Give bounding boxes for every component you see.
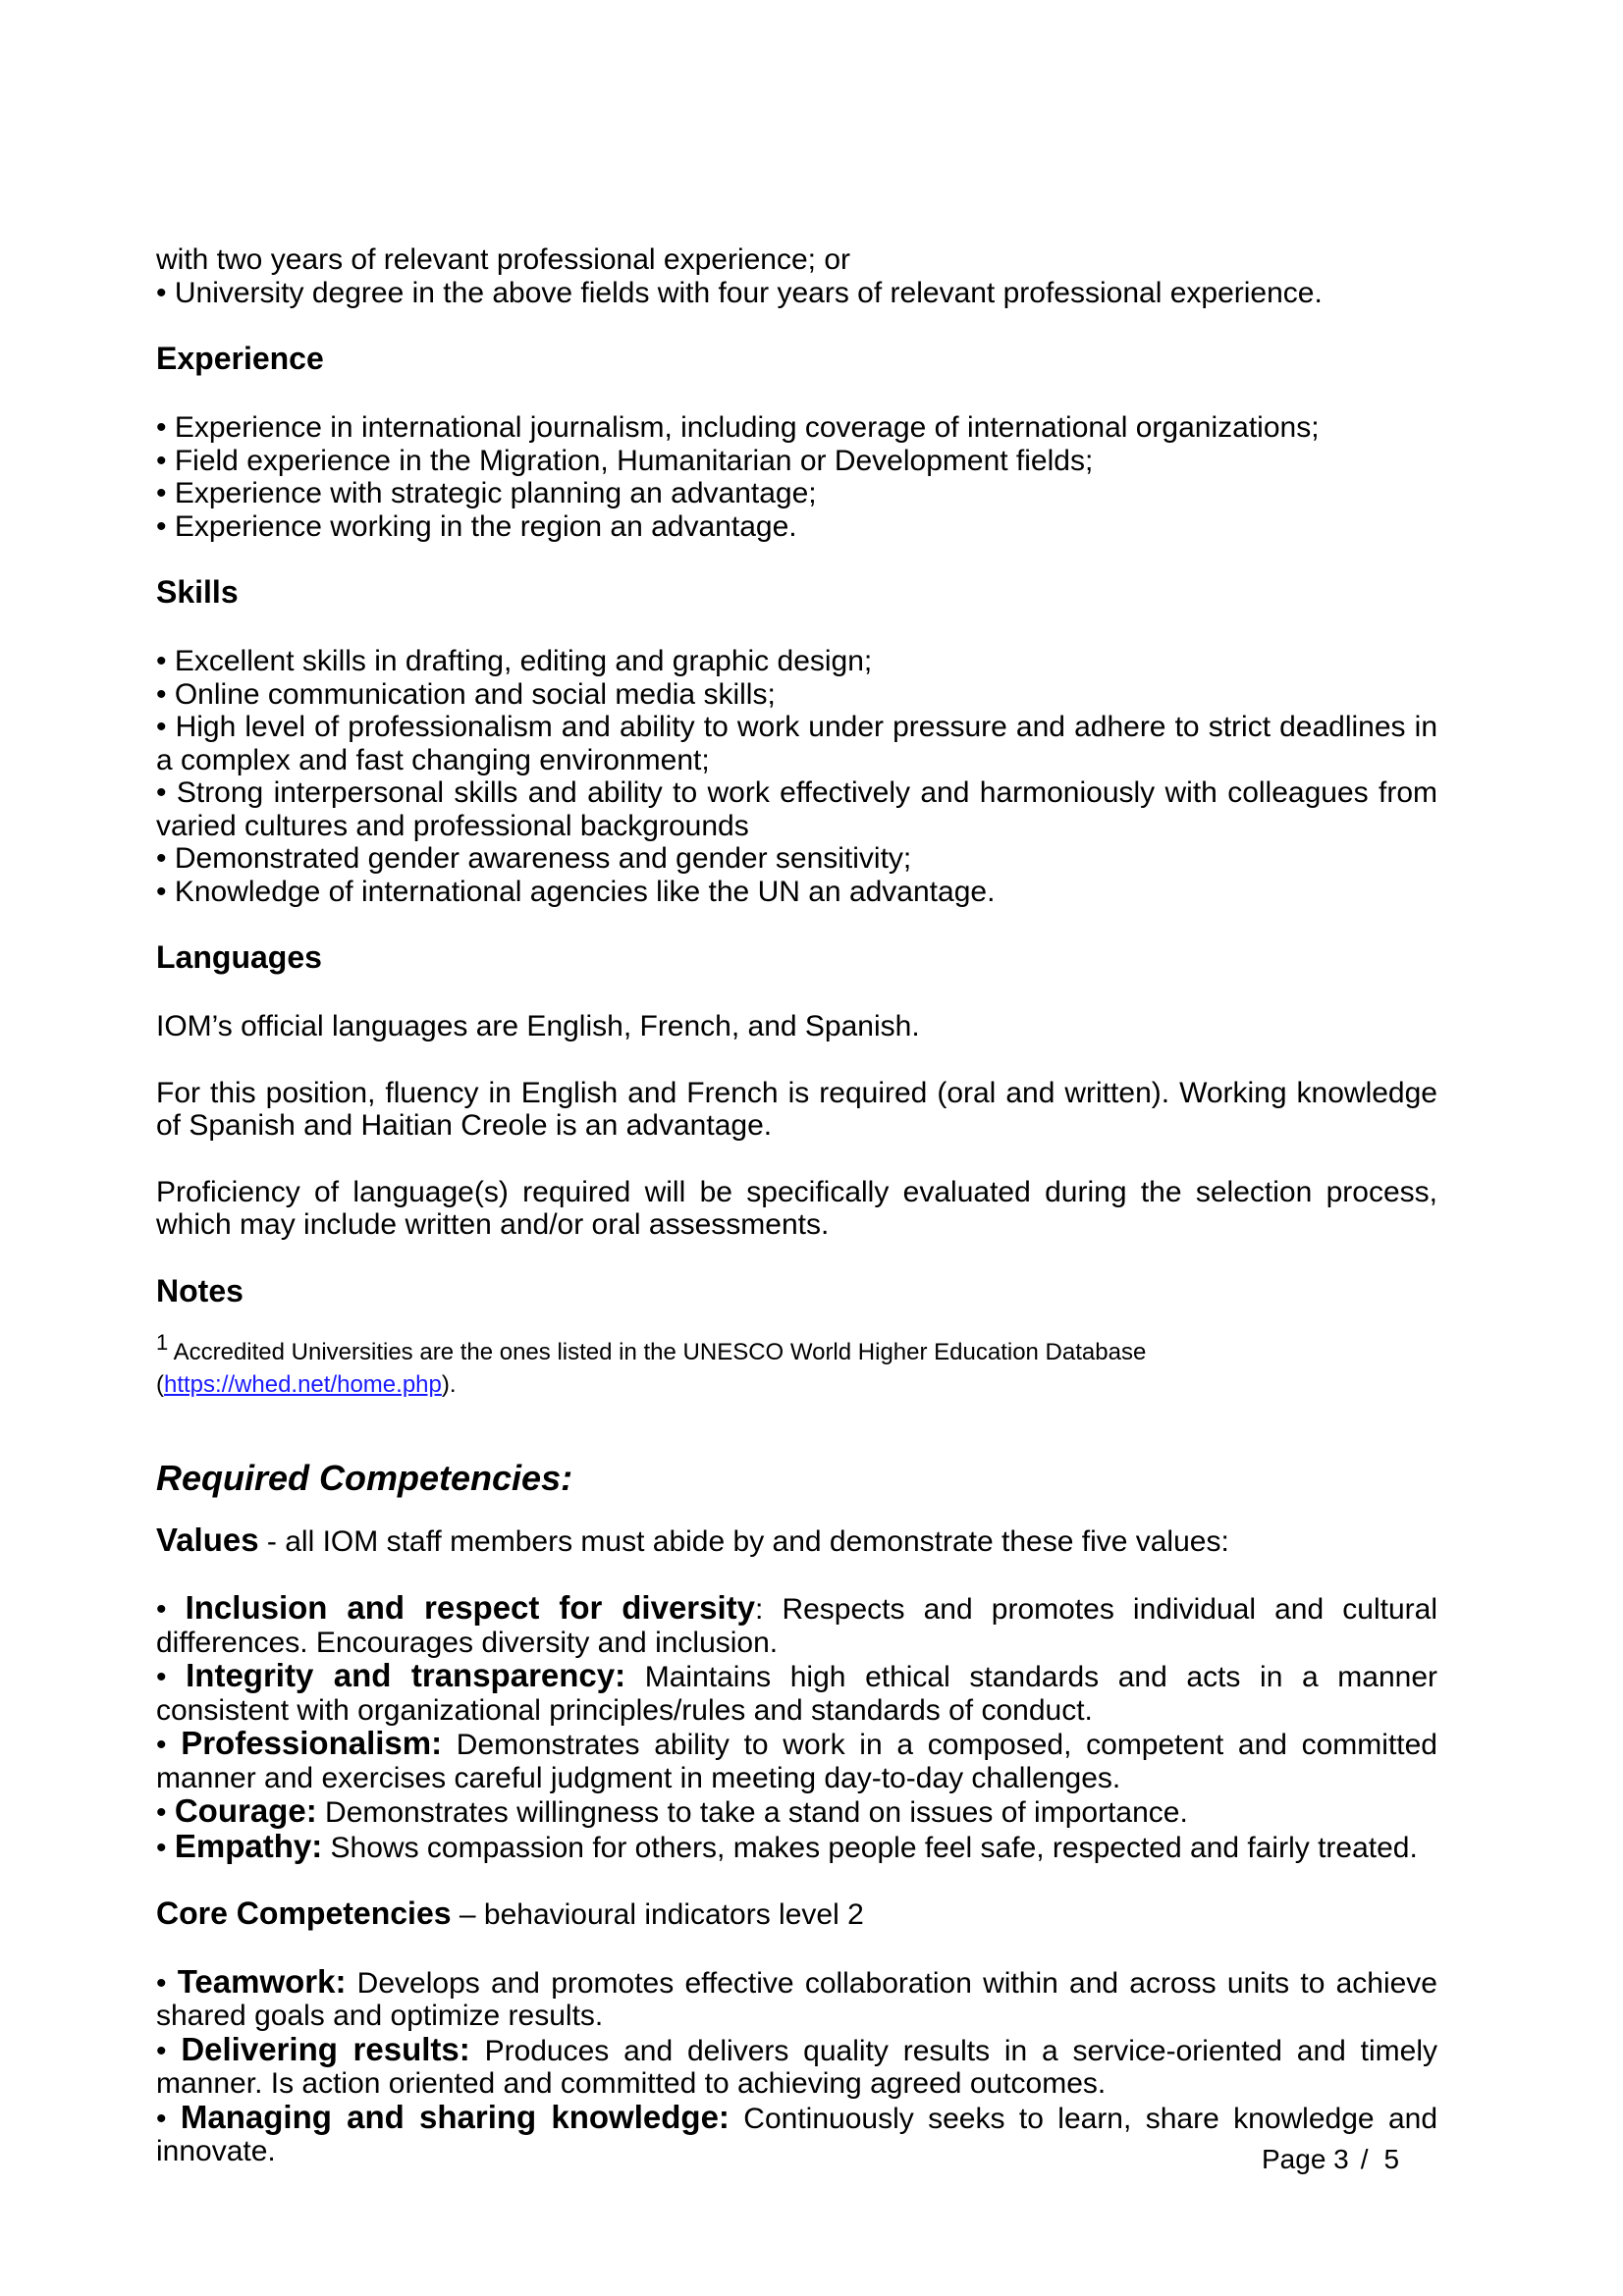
list-item: • Experience with strategic planning an advantage; [156, 477, 817, 509]
value-term: Integrity and transparency: [186, 1657, 626, 1693]
languages-paragraph: IOM’s official languages are English, French, and Spanish. [156, 1010, 920, 1042]
value-item: • Inclusion and respect for diversity: Respects and promotes individual and cultural differences. Encourages diversity and inclusion. [156, 1589, 1437, 1659]
open-paren: ( [156, 1371, 164, 1398]
notes-heading: Notes [156, 1272, 243, 1308]
value-item: • Empathy: Shows compassion for others, makes people feel safe, respected and fairly treated. [156, 1827, 1418, 1864]
required-competencies-title: Required Competencies: [156, 1457, 573, 1498]
page-total: 5 [1383, 2144, 1400, 2174]
document-page [156, 243, 1437, 2168]
page-number: Page 3 [1262, 2144, 1349, 2174]
value-item: • Integrity and transparency: Maintains high ethical standards and acts in a manner consistent with organizational principles/rules and standards of conduct. [156, 1657, 1438, 1727]
intro-bullet: • University degree in the above fields with four years of relevant professional experience. [156, 276, 1323, 309]
core-term: Managing and sharing knowledge: [180, 2098, 730, 2135]
experience-heading: Experience [156, 341, 324, 376]
core-item: • Managing and sharing knowledge: Continuously seeks to learn, share knowledge and innovate. [156, 2098, 1438, 2167]
list-item: • Demonstrated gender awareness and gender sensitivity; [156, 842, 912, 875]
list-item: • High level of professionalism and ability to work under pressure and adhere to strict deadlines in a complex and fast changing environment; [156, 711, 1437, 776]
languages-heading: Languages [156, 939, 322, 975]
core-item: • Teamwork: Develops and promotes effective collaboration within and across units to achieve shared goals and optimize results. [156, 1962, 1437, 2032]
list-item: • Online communication and social media skills; [156, 677, 776, 711]
core-term: Delivering results: [181, 2030, 470, 2067]
core-term: Teamwork: [177, 1962, 347, 2000]
list-item: • Experience working in the region an advantage. [156, 509, 797, 543]
core-competencies-label: Core Competencies [156, 1896, 452, 1931]
list-item: • Knowledge of international agencies like the UN an advantage. [156, 875, 996, 908]
page-footer [1262, 2143, 1399, 2176]
values-intro-text: - all IOM staff members must abide by and demonstrate these five values: [258, 1524, 1229, 1558]
footnote-marker: 1 [156, 1329, 169, 1355]
close-paren: ). [441, 1371, 457, 1398]
footnote-text: Accredited Universities are the ones listed in the UNESCO World Higher Education Database [173, 1338, 1147, 1365]
list-item: • Field experience in the Migration, Humanitarian or Development fields; [156, 444, 1094, 477]
value-term: Empathy: [174, 1827, 323, 1864]
footnote-link-line [156, 1368, 1437, 1402]
list-item: • Strong interpersonal skills and ability to work effectively and harmoniously with colleagues from varied cultures and professional backgrounds [156, 776, 1437, 842]
list-item: • Experience in international journalism, including coverage of international organizations; [156, 411, 1320, 444]
value-term: Inclusion and respect for diversity [185, 1589, 756, 1626]
values-intro [156, 1523, 1437, 1559]
page-separator: / [1360, 2144, 1369, 2174]
core-intro-text: – behavioural indicators level 2 [451, 1898, 864, 1931]
core-item: • Delivering results: Produces and delivers quality results in a service-oriented and timely manner. Is action oriented and committed to achieving agreed outcomes. [156, 2030, 1438, 2100]
list-item: • Excellent skills in drafting, editing and graphic design; [156, 645, 873, 677]
languages-paragraph: Proficiency of language(s) required will be specifically evaluated during the selection process, which may include written and/or oral assessments. [156, 1175, 1437, 1241]
value-term: Professionalism: [181, 1725, 443, 1761]
footnote [156, 1329, 1437, 1369]
value-item: • Professionalism: Demonstrates ability to work in a composed, competent and committed manner and exercises careful judgment in meeting day-to-day challenges. [156, 1725, 1437, 1794]
intro-line: with two years of relevant professional experience; or [156, 243, 851, 276]
whed-link[interactable]: https://whed.net/home.php [164, 1371, 442, 1398]
value-item: • Courage: Demonstrates willingness to take a stand on issues of importance. [156, 1792, 1188, 1829]
languages-paragraph: For this position, fluency in English and French is required (oral and written). Working knowledge of Spanish and Haitian Creole is an advantage. [156, 1076, 1437, 1142]
core-competencies-intro [156, 1897, 1437, 1932]
value-term: Courage: [174, 1792, 317, 1829]
values-label: Values [156, 1521, 259, 1558]
skills-heading: Skills [156, 574, 239, 610]
